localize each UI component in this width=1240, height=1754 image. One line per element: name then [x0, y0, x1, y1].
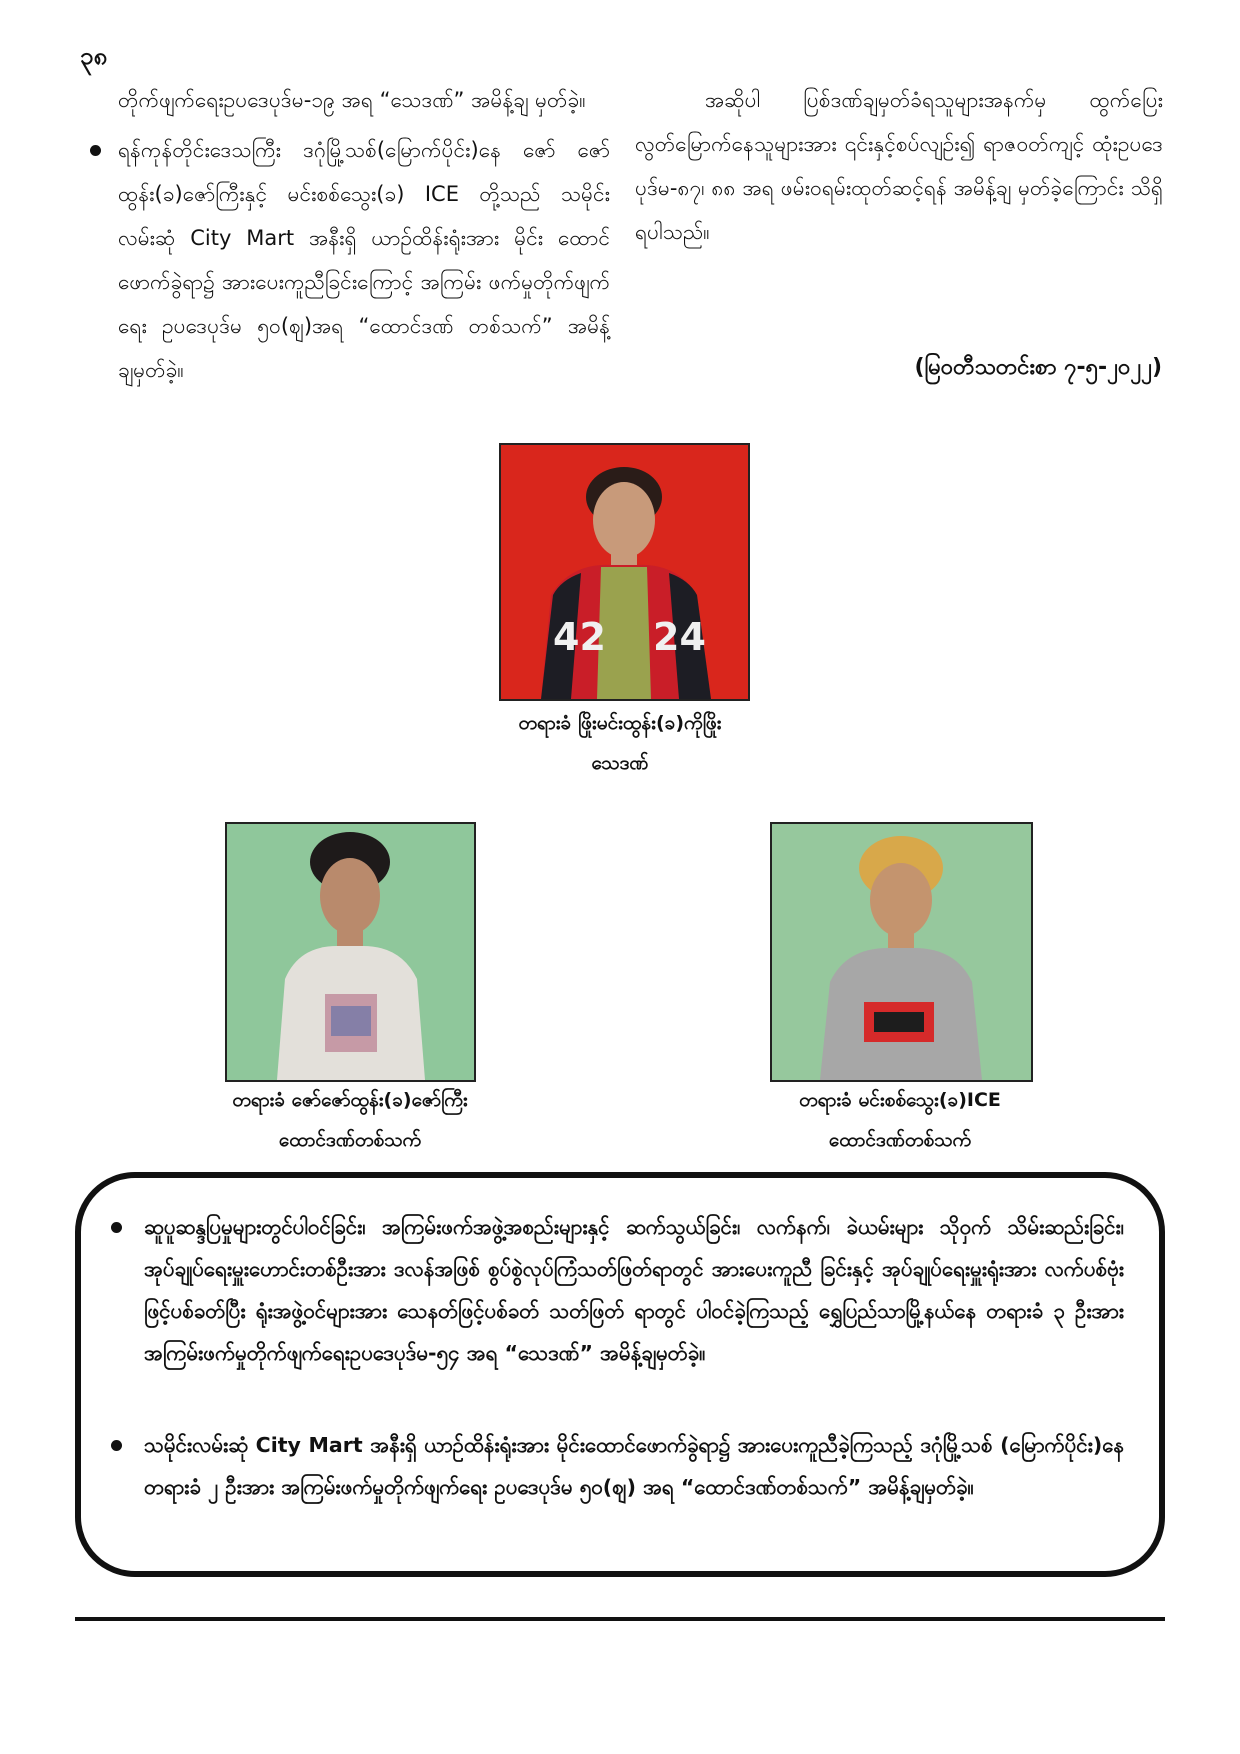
- photo-2-caption-name: တရားခံ ဇော်ဇော်ထွန်း(ခ)ဇော်ကြီး: [232, 1089, 468, 1111]
- bullet-dot-icon: [111, 1222, 122, 1233]
- defendant-photo-2: [225, 822, 476, 1082]
- summary-box: [75, 1172, 1165, 1577]
- person-silhouette-icon: [227, 824, 474, 1080]
- defendant-photo-3: [770, 822, 1033, 1082]
- photo-1-caption-name: တရားခံ ဖြိုးမင်းထွန်း(ခ)ကိုဖြိုး: [518, 712, 722, 734]
- left-column: [118, 78, 610, 398]
- photo-1-caption-sentence: သေဒဏ်: [591, 752, 649, 774]
- source-citation: (မြဝတီသတင်းစာ ၇-၅-၂၀၂၂): [914, 355, 1162, 380]
- svg-text:42: 42: [553, 615, 606, 659]
- photo-3-caption-name: တရားခံ မင်းစစ်သွေး(ခ)ICE: [799, 1089, 1001, 1111]
- photo-2-caption: [160, 1080, 540, 1160]
- summary-bullet-2-text: သမိုင်းလမ်းဆုံ City Mart အနီးရှိ ယာဉ်ထိန်းရုံးအား မိုင်းထောင်ဖောက်ခွဲရာ၌ အားပေးကူညီခဲ့ကြသည့် ဒဂုံမြို့သစ် (မြောက်ပိုင်း)နေ တရားခံ ၂ ဦးအား အကြမ်းဖက်မှုတိုက်ဖျက်ရေး ဥပဒေပုဒ်မ ၅၀(ဈ) အရ “ထောင်ဒဏ်တစ်သက်” အမိန့်ချမှတ်ခဲ့။: [144, 1433, 1124, 1499]
- photo-3-caption: [700, 1080, 1100, 1160]
- right-column: [635, 78, 1163, 260]
- photo-1-caption: [430, 703, 810, 783]
- right-paragraph: အဆိုပါ ပြစ်ဒဏ်ချမှတ်ခံရသူများအနက်မှ ထွက်ပြေး လွတ်မြောက်နေသူများအား ၎င်းနှင့်စပ်လျဉ်း၍ ရာဇဝတ်ကျင့် ထုံးဥပဒေပုဒ်မ-၈၇၊ ၈၈ အရ ဖမ်းဝရမ်းထုတ်ဆင့်ရန် အမိန့်ချ မှတ်ခဲ့ကြောင်း သိရှိရပါသည်။: [635, 88, 1163, 244]
- page-number: ၃၈: [80, 42, 108, 70]
- photo-3-caption-sentence: ထောင်ဒဏ်တစ်သက်: [828, 1129, 972, 1151]
- left-bullet-item: [118, 128, 610, 392]
- person-silhouette-icon: [772, 824, 1031, 1080]
- left-paragraph: တိုက်ဖျက်ရေးဥပဒေပုဒ်မ-၁၉ အရ “သေဒဏ်” အမိန့်ချ မှတ်ခဲ့။: [118, 88, 586, 112]
- defendant-photo-1: [499, 443, 750, 701]
- bullet-dot-icon: [111, 1440, 122, 1451]
- summary-bullet-item: [144, 1206, 1124, 1374]
- photo-2-caption-sentence: ထောင်ဒဏ်တစ်သက်: [278, 1129, 422, 1151]
- summary-bullet-item: [144, 1424, 1124, 1508]
- svg-text:24: 24: [653, 615, 706, 659]
- left-bullet-text: ရန်ကုန်တိုင်းဒေသကြီး ဒဂုံမြို့သစ်(မြောက်ပိုင်း)နေ ဇော် ဇော်ထွန်း(ခ)ဇော်ကြီးနှင့် မင်းစစ်သွေး(ခ) ICE တို့သည် သမိုင်းလမ်းဆုံ City Mart အနီးရှိ ယာဉ်ထိန်းရုံးအား မိုင်း ထောင်ဖောက်ခွဲရာ၌ အားပေးကူညီခြင်းကြောင့် အကြမ်း ဖက်မှုတိုက်ဖျက်ရေး ဥပဒေပုဒ်မ ၅၀(ဈ)အရ “ထောင်ဒဏ် တစ်သက်” အမိန့်ချမှတ်ခဲ့။: [118, 138, 610, 382]
- bottom-divider: [75, 1617, 1165, 1621]
- person-silhouette-icon: [501, 445, 748, 699]
- summary-bullet-1-text: ဆူပူဆန္ဒပြမှုများတွင်ပါဝင်ခြင်း၊ အကြမ်းဖက်အဖွဲ့အစည်းများနှင့် ဆက်သွယ်ခြင်း၊ လက်နက်၊ ခဲယမ်းများ သိုဝှက် သိမ်းဆည်းခြင်း၊ အုပ်ချုပ်ရေးမှူးဟောင်းတစ်ဦးအား ဒလန်အဖြစ် စွပ်စွဲလုပ်ကြံသတ်ဖြတ်ရာတွင် အားပေးကူညီ ခြင်းနှင့် အုပ်ချုပ်ရေးမှူးရုံးအား လက်ပစ်ဗုံးဖြင့်ပစ်ခတ်ပြီး ရုံးအဖွဲ့ဝင်များအား သေနတ်ဖြင့်ပစ်ခတ် သတ်ဖြတ် ရာတွင် ပါဝင်ခဲ့ကြသည့် ရွှေပြည်သာမြို့နယ်နေ တရားခံ ၃ ဦးအား အကြမ်းဖက်မှုတိုက်ဖျက်ရေးဥပဒေပုဒ်မ-၅၄ အရ “သေဒဏ်” အမိန့်ချမှတ်ခဲ့။: [144, 1215, 1124, 1365]
- bullet-dot-icon: [90, 145, 101, 156]
